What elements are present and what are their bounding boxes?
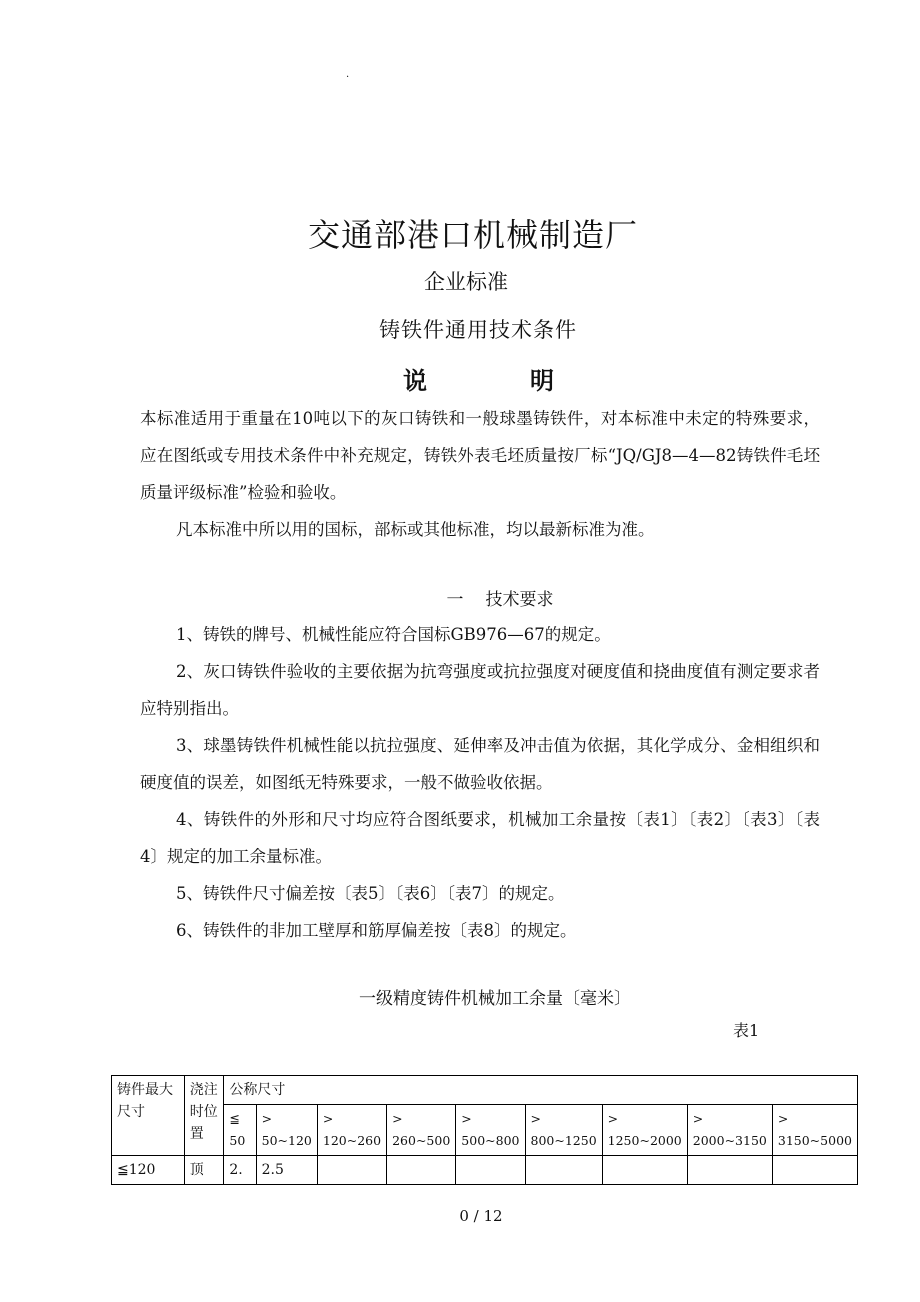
section-number: 一 bbox=[446, 590, 464, 610]
page-number: 0 / 12 bbox=[459, 1207, 503, 1225]
row-position: 顶 bbox=[184, 1156, 224, 1185]
range-cell: > 800~1250 bbox=[525, 1105, 602, 1156]
row-value bbox=[602, 1156, 687, 1185]
header-nominal-size: 公称尺寸 bbox=[224, 1076, 858, 1105]
table-range-row bbox=[112, 1105, 858, 1156]
intro-block bbox=[140, 400, 820, 548]
row-value: 2.5 bbox=[256, 1156, 317, 1185]
requirement-item: 5、铸铁件尺寸偏差按〔表5〕〔表6〕〔表7〕的规定。 bbox=[176, 884, 565, 903]
row-value bbox=[387, 1156, 456, 1185]
row-value bbox=[687, 1156, 772, 1185]
table-header-row bbox=[112, 1076, 858, 1105]
row-value bbox=[456, 1156, 525, 1185]
section-heading bbox=[0, 585, 920, 610]
header-max-size: 铸件最大尺寸 bbox=[112, 1076, 185, 1156]
header-dot: . bbox=[346, 69, 350, 80]
allowance-table bbox=[111, 1075, 858, 1185]
range-cell: > 260~500 bbox=[387, 1105, 456, 1156]
table-row bbox=[112, 1156, 858, 1185]
requirement-item: 4、铸铁件的外形和尺寸均应符合图纸要求，机械加工余量按〔表1〕〔表2〕〔表3〕〔表4〕规定的加工余量标准。 bbox=[140, 810, 820, 866]
range-cell: > 1250~2000 bbox=[602, 1105, 687, 1156]
requirement-item: 1、铸铁的牌号、机械性能应符合国标GB976—67的规定。 bbox=[176, 625, 611, 644]
header-pour-position: 浇注时位置 bbox=[184, 1076, 224, 1156]
table-caption: 一级精度铸件机械加工余量〔毫米〕 bbox=[359, 989, 631, 1009]
row-value bbox=[317, 1156, 386, 1185]
requirement-item: 3、球墨铸铁件机械性能以抗拉强度、延伸率及冲击值为依据，其化学成分、金相组织和硬度值的误差，如图纸无特殊要求，一般不做验收依据。 bbox=[140, 736, 820, 792]
requirement-item: 2、灰口铸铁件验收的主要依据为抗弯强度或抗拉强度对硬度值和挠曲度值有测定要求者应特别指出。 bbox=[140, 662, 820, 718]
explanation-heading-left: 说 bbox=[403, 366, 427, 395]
row-value bbox=[525, 1156, 602, 1185]
explanation-heading-right: 明 bbox=[530, 366, 554, 395]
range-cell: > 120~260 bbox=[317, 1105, 386, 1156]
section-title: 技术要求 bbox=[485, 590, 554, 610]
row-value bbox=[772, 1156, 857, 1185]
intro-paragraph-2: 凡本标准中所以用的国标，部标或其他标准，均以最新标准为准。 bbox=[176, 520, 655, 539]
range-cell: > 2000~3150 bbox=[687, 1105, 772, 1156]
requirements-list bbox=[140, 616, 820, 949]
document-title: 交通部港口机械制造厂 bbox=[307, 216, 638, 254]
row-value: 2. bbox=[224, 1156, 256, 1185]
range-cell: > 500~800 bbox=[456, 1105, 525, 1156]
range-cell: > 3150~5000 bbox=[772, 1105, 857, 1156]
range-cell: > 50~120 bbox=[256, 1105, 317, 1156]
row-size: ≦120 bbox=[112, 1156, 185, 1185]
intro-paragraph-1: 本标准适用于重量在10吨以下的灰口铸铁和一般球墨铸铁件，对本标准中未定的特殊要求，应在图纸或专用技术条件中补充规定，铸铁外表毛坯质量按厂标“JQ/GJ8—4—82铸铁件毛坯质量评级标准”检验和验收。 bbox=[140, 409, 820, 502]
table-number: 表1 bbox=[733, 1021, 760, 1040]
document-subtitle-spec: 铸铁件通用技术条件 bbox=[379, 318, 577, 342]
document-subtitle-enterprise-standard: 企业标准 bbox=[424, 270, 508, 294]
range-cell: ≦ 50 bbox=[224, 1105, 256, 1156]
requirement-item: 6、铸铁件的非加工壁厚和筋厚偏差按〔表8〕的规定。 bbox=[176, 921, 577, 940]
